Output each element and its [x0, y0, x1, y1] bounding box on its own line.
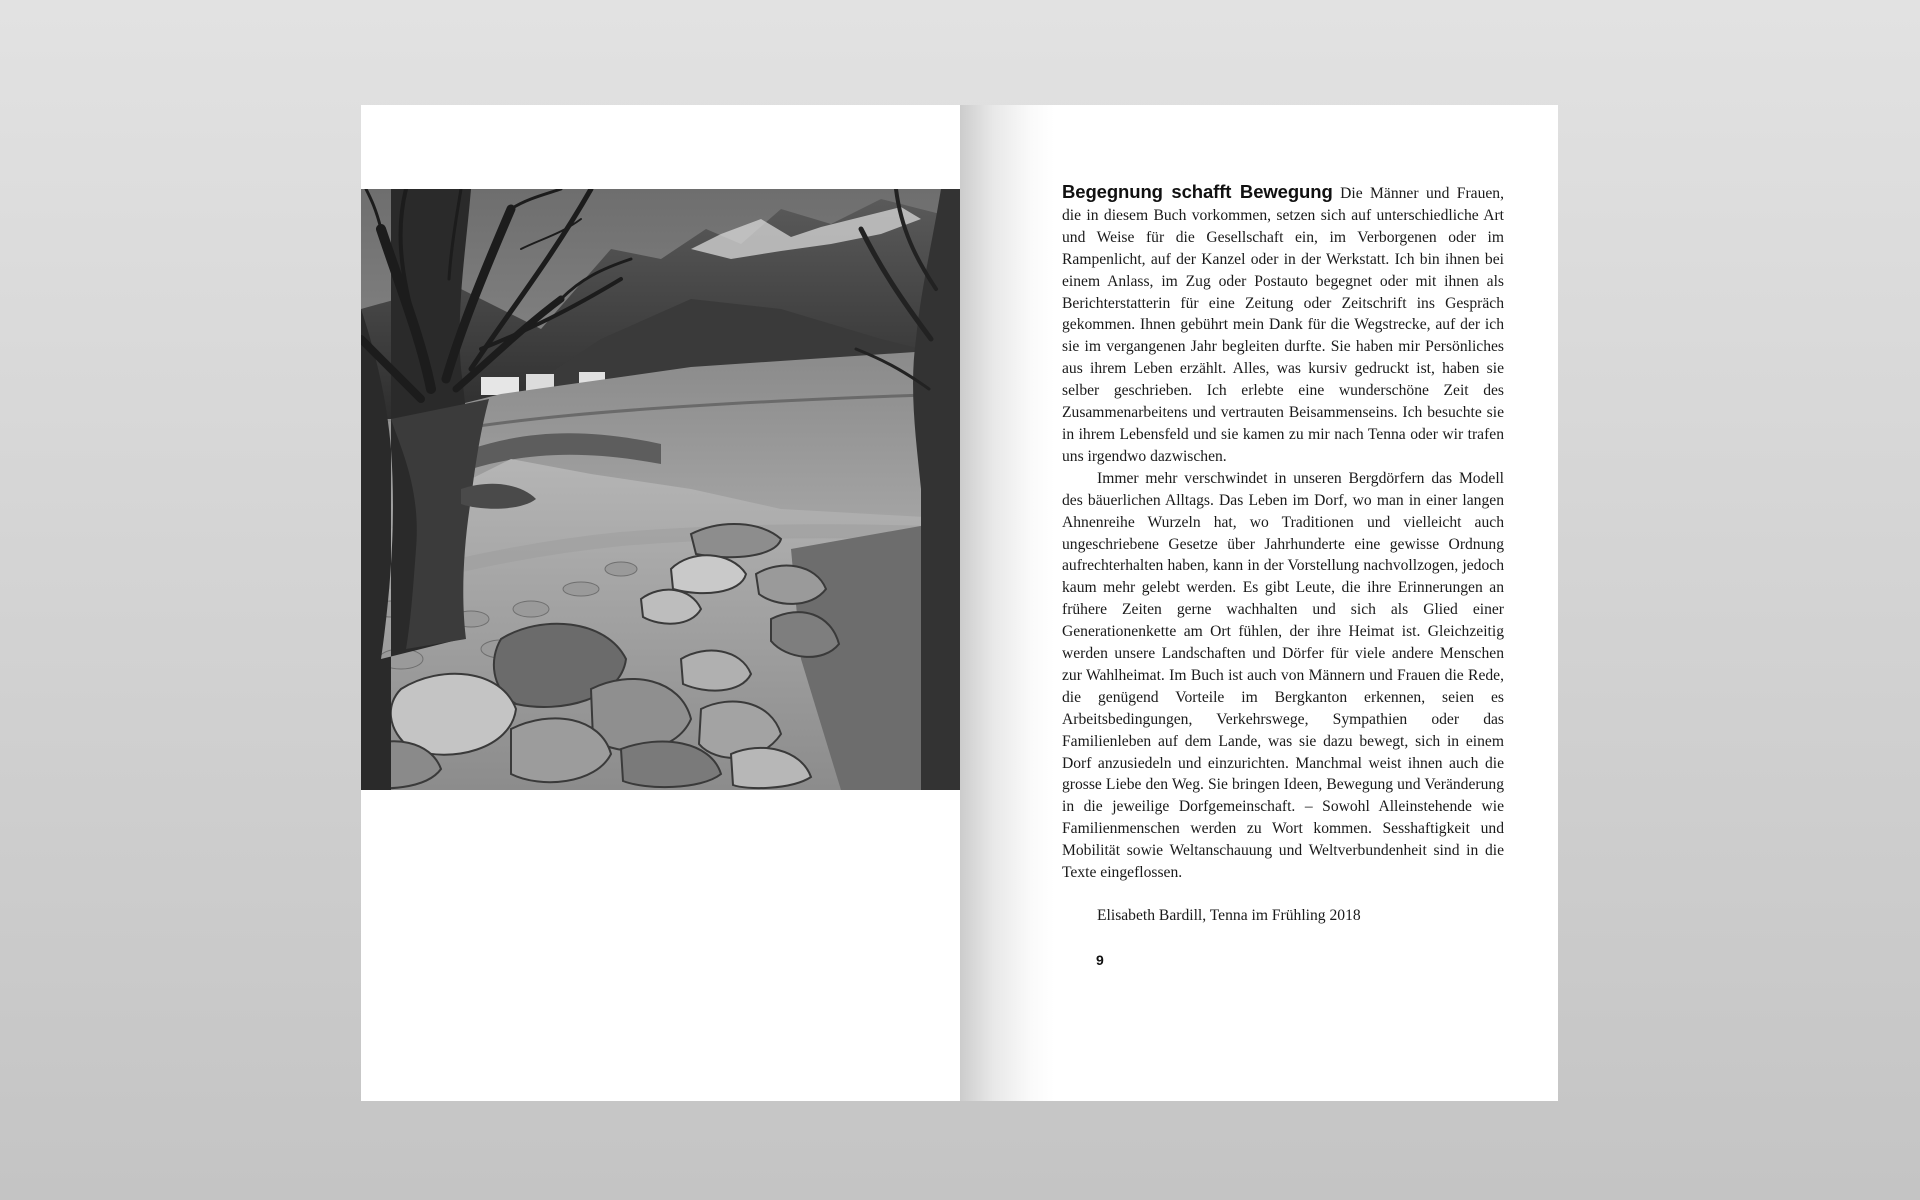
page-number: 9	[1096, 952, 1104, 968]
right-page	[960, 105, 1558, 1101]
left-page	[361, 105, 960, 1101]
paragraph-1-text: Die Männer und Frauen, die in diesem Buch vorkommen, setzen sich auf unterschiedliche Art und Weise für die Gesellschaft ein, im Verborgenen oder im Rampenlicht, auf der Kanzel oder in der Werkstatt. Ich bin ihnen bei einem Anlass, im Zug oder Postauto begegnet oder mit ihnen als Berichterstatterin für eine Zeitung oder Zeitschrift ins Gespräch gekommen. Ihnen gebührt mein Dank für die Wegstrecke, auf der ich sie im vergangenen Jahr begleiten durfte. Sie haben mir Persönliches aus ihrem Leben erzählt. Alles, was kursiv gedruckt ist, haben sie selber geschrieben. Ich erlebte eine wunderschöne Zeit des Zusammenarbeitens und vertrauten Beisammenseins. Ich besuchte sie in ihrem Lebensfeld und sie kamen zu mir nach Tenna oder wir trafen uns irgendwo dazwischen.	[1062, 185, 1504, 465]
body-text	[1062, 181, 1504, 884]
paragraph-1	[1062, 181, 1504, 468]
landscape-photo	[361, 189, 960, 790]
gutter-shadow	[960, 105, 1055, 1101]
section-heading: Begegnung schafft Bewegung	[1062, 181, 1333, 202]
signature: Elisabeth Bardill, Tenna im Frühling 2018	[1097, 907, 1361, 924]
paragraph-2: Immer mehr verschwindet in unseren Bergdörfern das Modell des bäuerlichen Alltags. Das Leben im Dorf, wo man in einer langen Ahnenreihe Wurzeln hat, wo Traditionen und vielleicht auch ungeschriebene Gesetze über Jahrhunderte eine gewisse Ordnung aufrechterhalten haben, kann in der Vorstellung nachvollzogen, jedoch kaum mehr gelebt werden. Es gibt Leute, die ihre Erinnerungen an frühere Zeiten gerne wachhalten und sich als Glied einer Generationenkette am Ort fühlen, der ihre Heimat ist. Gleichzeitig werden unsere Landschaften und Dörfer für viele andere Menschen zur Wahlheimat. Im Buch ist auch von Männern und Frauen die Rede, die genügend Vorteile im Bergkanton erkennen, seien es Arbeitsbedingungen, Verkehrswege, Sympathien oder das Familienleben auf dem Lande, was sie dazu bewegt, sich in einem Dorf anzusiedeln und einzurichten. Manchmal weist ihnen auch die grosse Liebe den Weg. Sie bringen Ideen, Bewegung und Veränderung in die jeweilige Dorfgemeinschaft. – Sowohl Alleinstehende wie Familienmenschen werden zu Wort kommen. Sesshaftigkeit und Mobilität sowie Weltanschauung und Weltverbundenheit sind in die Texte eingeflossen.	[1062, 469, 1504, 882]
